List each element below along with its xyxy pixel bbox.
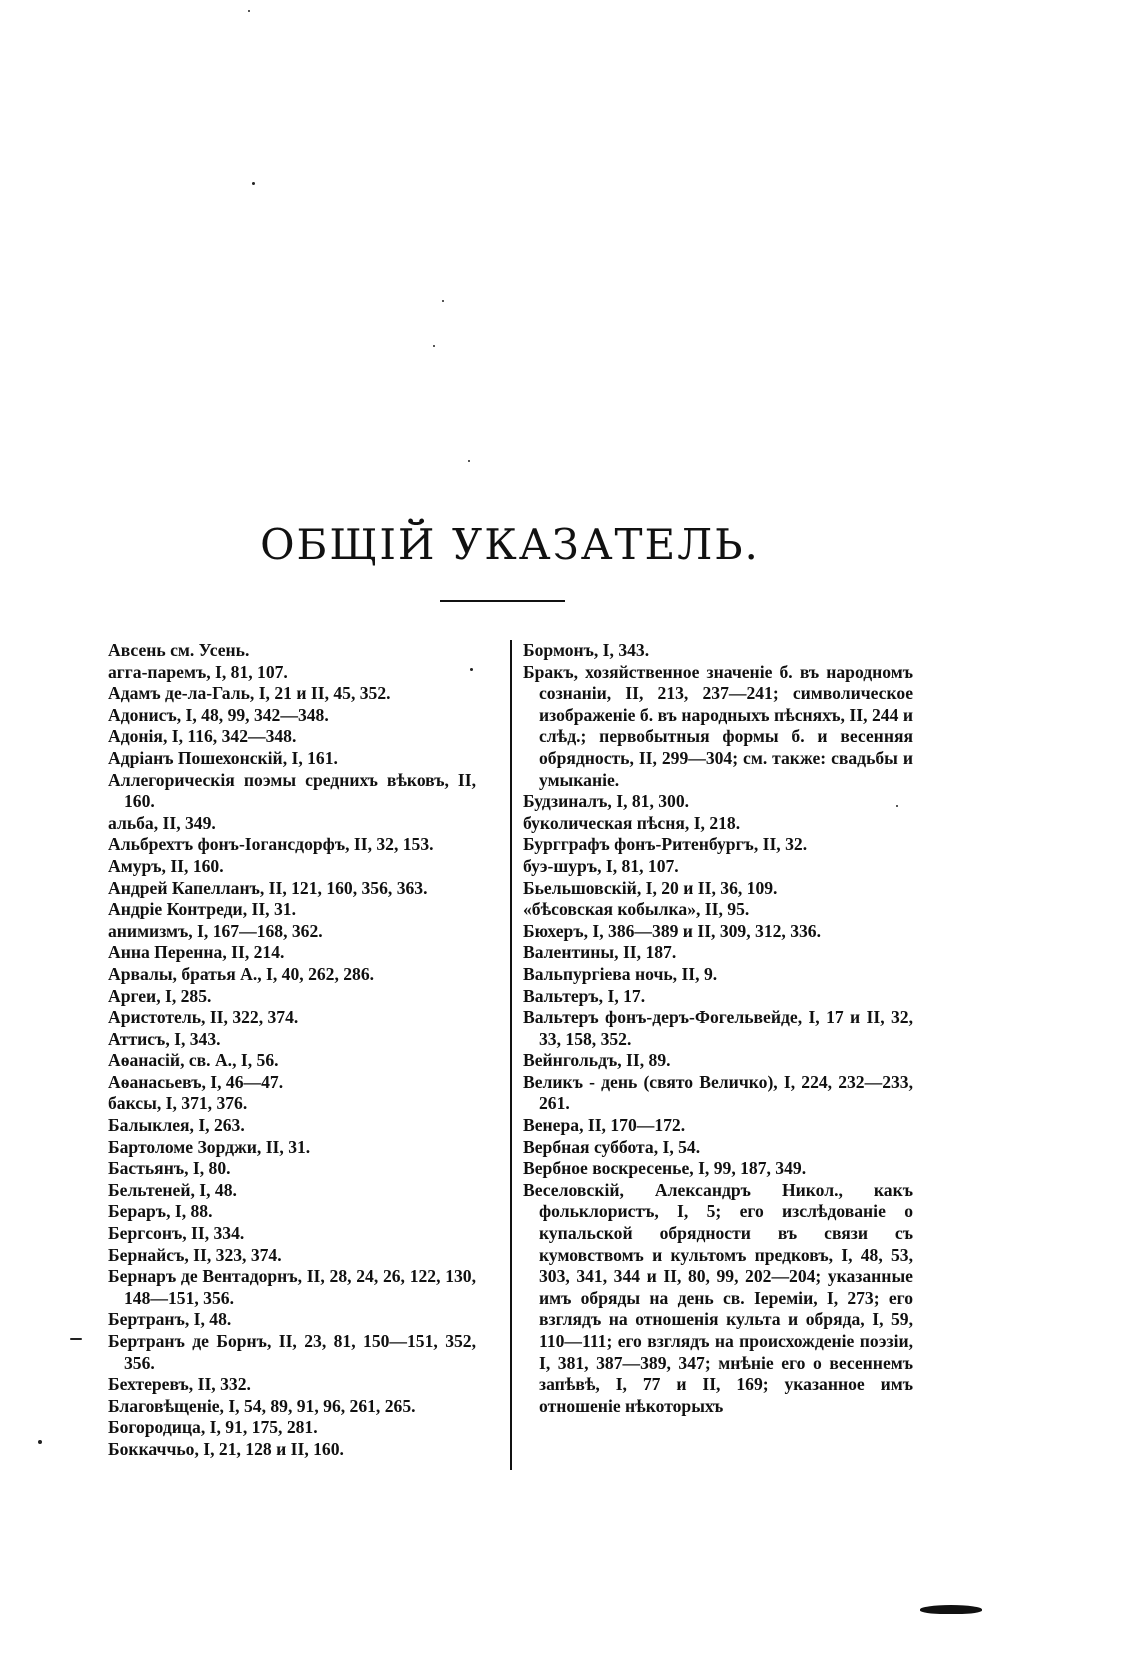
index-entry: «бѣсовская кобылка», II, 95. <box>523 899 750 920</box>
index-entry: Авсень см. Усень. <box>108 640 250 660</box>
scan-speck <box>468 460 470 462</box>
index-column-right <box>523 640 913 1417</box>
index-entry: Адонія, I, 116, 342—348. <box>108 726 297 747</box>
index-entry: Бастьянъ, I, 80. <box>108 1158 231 1179</box>
index-entry: Андріе Контреди, II, 31. <box>108 899 296 920</box>
index-entry: Бернаръ де Вентадорнъ, II, 28, 24, 26, 122, 130, 148—151, 356. <box>108 1266 476 1308</box>
index-entry: Бургграфъ фонъ-Ритенбургъ, II, 32. <box>523 834 808 855</box>
scan-speck <box>442 300 444 302</box>
index-entry: Веселовскій, Александръ Никол., какъ фольклористъ, I, 5; его изслѣдованіе о купальской обрядности въ связи съ кумовствомъ и культомъ предковъ, I, 48, 53, 303, 341, 344 и II, 80, 99, 202—204; указанные имъ обряды на день св. Іереміи, I, 273; его взглядъ на отношенія культа и обряда, I, 59, 110—111; его взглядъ на происхожденіе поэзіи, I, 381, 387—389, 347; мнѣніе его о весеннемъ запѣвѣ, I, 77 и II, 169; указанное имъ отношеніе нѣкоторыхъ <box>523 1179 913 1416</box>
scan-speck <box>70 1338 82 1340</box>
index-entry: Аллегорическія поэмы среднихъ вѣковъ, II, 160. <box>108 769 476 812</box>
index-entry: Бракъ, хозяйственное значеніе б. въ народномъ сознаніи, II, 213, 237—241; символическое изображеніе б. въ народныхъ пѣсняхъ, II, 244 и слѣд.; первобытныя формы б. и весенняя обрядность, II, 299—304; см. также: свадьбы и умыканіе. <box>523 661 913 790</box>
index-entry: Бюхеръ, I, 386—389 и II, 309, 312, 336. <box>523 920 822 941</box>
index-entry: Вербная суббота, I, 54. <box>523 1136 701 1157</box>
index-entry: Анна Перенна, II, 214. <box>108 942 285 963</box>
index-entry: Вальтеръ, I, 17. <box>523 985 646 1006</box>
scan-speck <box>470 668 473 671</box>
index-entry: Боккаччьо, I, 21, 128 и II, 160. <box>108 1438 344 1459</box>
index-entry: Бертранъ де Борнъ, II, 23, 81, 150—151, 352, 356. <box>108 1331 476 1373</box>
index-entry: буколическая пѣсня, I, 218. <box>523 812 741 833</box>
index-entry: Богородица, I, 91, 175, 281. <box>108 1417 318 1438</box>
index-entry: Вальтеръ фонъ-деръ-Фогельвейде, I, 17 и II, 32, 33, 158, 352. <box>523 1007 913 1049</box>
title-rule <box>440 600 565 602</box>
index-entry: Балыклея, I, 263. <box>108 1115 245 1136</box>
index-entry: Адамъ де-ла-Галь, I, 21 и II, 45, 352. <box>108 683 391 704</box>
index-entry: Вейнгольдъ, II, 89. <box>523 1050 671 1071</box>
index-entry: Бьельшовскій, I, 20 и II, 36, 109. <box>523 877 778 898</box>
index-entry: Аттисъ, I, 343. <box>108 1028 221 1049</box>
index-entry: Валентины, II, 187. <box>523 942 677 963</box>
index-entry: Аѳанасьевъ, I, 46—47. <box>108 1071 284 1092</box>
index-entry: Аристотель, II, 322, 374. <box>108 1007 299 1028</box>
index-entry: анимизмъ, I, 167—168, 362. <box>108 920 323 941</box>
index-entry: Аргеи, I, 285. <box>108 985 212 1006</box>
index-entry: Андрей Капелланъ, II, 121, 160, 356, 363. <box>108 877 428 898</box>
index-entry: Бертранъ, I, 48. <box>108 1309 232 1330</box>
scan-speck <box>896 805 898 807</box>
page-title: ОБЩІЙ УКАЗАТЕЛЬ. <box>260 520 760 569</box>
index-entry: Бормонъ, I, 343. <box>523 640 650 660</box>
index-entry: Бартоломе Зорджи, II, 31. <box>108 1136 311 1157</box>
index-entry: Бельтеней, I, 48. <box>108 1179 237 1200</box>
index-entry: Вальпургіева ночь, II, 9. <box>523 963 718 984</box>
index-entry: Благовѣщеніе, I, 54, 89, 91, 96, 261, 265. <box>108 1395 416 1416</box>
index-entry: Аѳанасій, св. А., I, 56. <box>108 1050 279 1071</box>
index-entry: Бергсонъ, II, 334. <box>108 1223 245 1244</box>
column-divider <box>510 640 512 1470</box>
index-entry: Будзиналъ, I, 81, 300. <box>523 791 690 812</box>
index-entry: Альбрехтъ фонъ-Іогансдорфъ, II, 32, 153. <box>108 834 434 855</box>
index-column-left <box>108 640 476 1461</box>
index-entry: Венера, II, 170—172. <box>523 1115 686 1136</box>
index-entry: буэ-шуръ, I, 81, 107. <box>523 855 679 876</box>
index-entry: Амуръ, II, 160. <box>108 855 224 876</box>
index-entry: агга-паремъ, I, 81, 107. <box>108 661 288 682</box>
index-entry: баксы, I, 371, 376. <box>108 1093 248 1114</box>
index-entry: Бераръ, I, 88. <box>108 1201 213 1222</box>
index-entry: Адонисъ, I, 48, 99, 342—348. <box>108 704 329 725</box>
scan-speck <box>38 1440 42 1444</box>
scan-speck <box>433 345 435 347</box>
index-entry: Бернайсъ, II, 323, 374. <box>108 1244 282 1265</box>
index-entry: Адріанъ Пошехонскій, I, 161. <box>108 747 338 768</box>
index-entry: Великъ - день (свято Величко), I, 224, 232—233, 261. <box>523 1071 913 1114</box>
index-entry: Вербное воскресенье, I, 99, 187, 349. <box>523 1158 807 1179</box>
scan-speck <box>248 10 250 12</box>
index-entry: альба, II, 349. <box>108 812 216 833</box>
ink-smudge <box>920 1605 982 1614</box>
index-entry: Бехтеревъ, II, 332. <box>108 1374 251 1395</box>
index-entry: Арвалы, братья А., I, 40, 262, 286. <box>108 963 375 984</box>
scan-speck <box>252 182 255 185</box>
